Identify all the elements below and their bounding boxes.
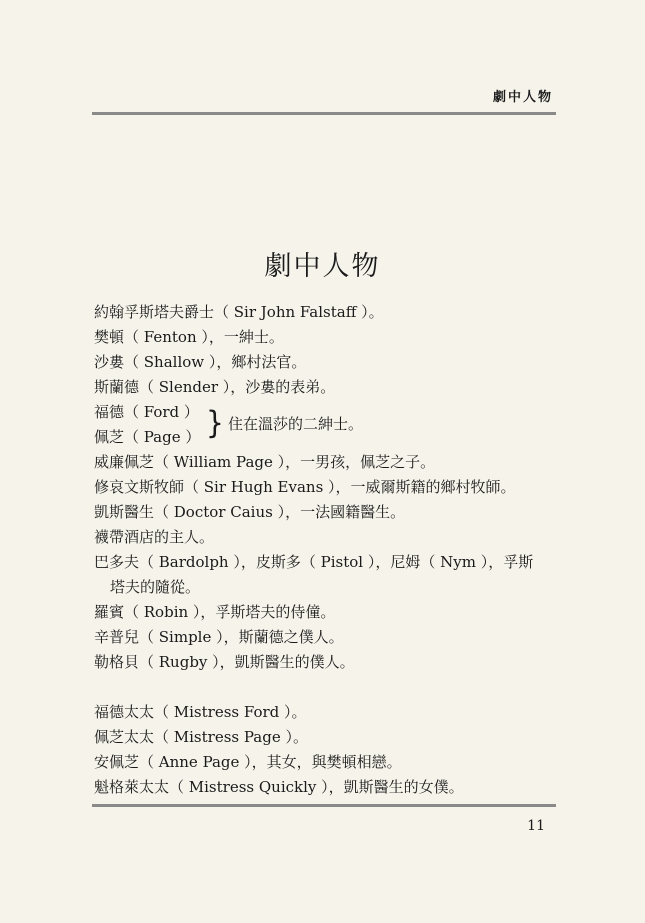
list-item: 約翰孚斯塔夫爵士（ Sir John Falstaff ）。 xyxy=(94,303,384,321)
list-item: 勒格貝（ Rugby ），凱斯醫生的僕人。 xyxy=(94,653,355,671)
list-item: 佩芝（ Page ） xyxy=(94,428,201,446)
list-item: 斯蘭德（ Slender ），沙婁的表弟。 xyxy=(94,378,336,396)
running-head: 劇中人物 xyxy=(492,90,553,105)
list-item-continuation: 塔夫的隨從。 xyxy=(110,578,201,596)
grouped-entries xyxy=(94,400,564,450)
list-item: 羅賓（ Robin ），孚斯塔夫的侍僮。 xyxy=(94,603,336,621)
list-item: 襪帶酒店的主人。 xyxy=(94,528,215,546)
bottom-rule xyxy=(92,804,556,807)
page-title: 劇中人物 xyxy=(264,251,381,282)
list-item: 福德太太（ Mistress Ford ）。 xyxy=(94,703,307,721)
section-gap xyxy=(94,675,564,700)
list-item: 魁格萊太太（ Mistress Quickly ），凱斯醫生的女僕。 xyxy=(94,778,464,796)
list-item: 凱斯醫生（ Doctor Caius ），一法國籍醫生。 xyxy=(94,503,406,521)
list-item: 辛普兒（ Simple ），斯蘭德之僕人。 xyxy=(94,628,344,646)
list-item: 巴多夫（ Bardolph ），皮斯多（ Pistol ），尼姆（ Nym ），孚斯 xyxy=(94,553,534,571)
top-rule xyxy=(92,112,556,115)
list-item: 佩芝太太（ Mistress Page ）。 xyxy=(94,728,308,746)
list-item: 安佩芝（ Anne Page ），其女，與樊頓相戀。 xyxy=(94,753,402,771)
group-note: 住在溫莎的二紳士。 xyxy=(228,415,364,433)
list-item: 福德（ Ford ） xyxy=(94,403,199,421)
list-item: 樊頓（ Fenton ），一紳士。 xyxy=(94,328,284,346)
list-item: 修哀文斯牧師（ Sir Hugh Evans ），一威爾斯籍的鄉村牧師。 xyxy=(94,478,516,496)
list-item: 沙婁（ Shallow ），鄉村法官。 xyxy=(94,353,307,371)
list-item: 威廉佩芝（ William Page ），一男孩，佩芝之子。 xyxy=(94,453,436,471)
brace-icon: } xyxy=(206,404,224,441)
page-number: 11 xyxy=(527,818,545,834)
character-list xyxy=(94,300,564,800)
